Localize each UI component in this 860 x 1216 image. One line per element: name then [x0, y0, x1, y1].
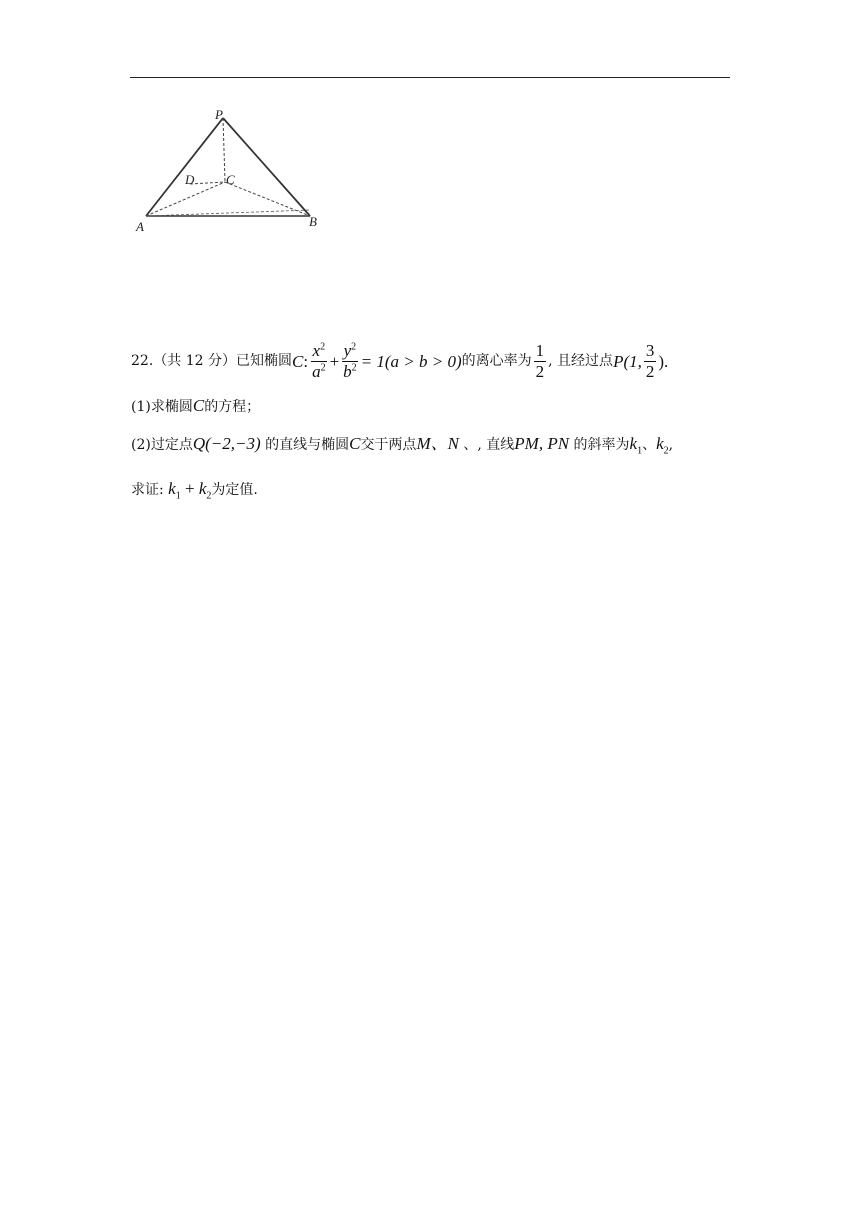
part1-tail: 的方程；: [204, 399, 261, 415]
x-var: x: [312, 341, 321, 360]
edge-bc: [225, 182, 310, 216]
label-d: D: [185, 172, 195, 187]
intro-text: 已知椭圆: [235, 353, 292, 370]
edge-pb: [223, 118, 310, 216]
label-c: C: [226, 172, 235, 187]
equation-rhs: = 1(a > b > 0): [360, 351, 462, 371]
part1-label: (1)求椭圆: [131, 399, 193, 415]
part2-sep: 、: [642, 437, 657, 453]
conclude-prefix: 求证:: [131, 482, 164, 498]
header-rule: [130, 77, 730, 78]
fraction-x2-a2: $\frac{x^2}{a^2}$: [312, 341, 326, 381]
point-prefix: P(1,: [613, 351, 642, 371]
conclude-plus: +: [180, 479, 199, 498]
edge-ac: [146, 182, 225, 216]
part2-label: (2)过定点: [131, 437, 193, 453]
point-fraction: [644, 341, 657, 381]
part-1: [131, 397, 260, 414]
part1-var: C: [192, 396, 205, 415]
point-suffix: ).: [658, 351, 669, 371]
label-p: P: [215, 107, 223, 122]
part2-comma: ,: [668, 437, 674, 453]
problem-22-statement: [131, 341, 668, 381]
part2-k2: $k_2$: [656, 434, 669, 457]
part2-mid4: 的斜率为: [573, 437, 630, 453]
problem-points: （共 12 分）: [153, 353, 236, 370]
part2-mid: 的直线与椭圆: [265, 437, 350, 453]
eccentricity-fraction: [534, 341, 547, 381]
conclude-k1: $k_1$: [168, 479, 181, 502]
fraction-y2-b2: $\frac{y^2}{b^2}$: [343, 341, 357, 381]
problem-number: 22.: [131, 353, 154, 370]
b-var: b: [343, 361, 352, 381]
label-b: B: [309, 214, 317, 229]
ecc-numerator: 1: [535, 341, 545, 360]
pyramid-figure: [128, 104, 338, 236]
conclude-k2: $k_2$: [198, 479, 212, 502]
part2-mn: M、N: [416, 434, 459, 453]
edge-dc: [190, 182, 225, 184]
a-var: a: [312, 361, 321, 381]
plus-sign: +: [329, 351, 340, 371]
part2-lines: PM, PN: [514, 434, 570, 453]
part2-mid2: 交于两点: [360, 437, 417, 453]
label-a: A: [136, 219, 144, 234]
part2-mid3: 、, 直线: [463, 437, 515, 453]
pt-denominator: 2: [645, 361, 655, 381]
pt-numerator: 3: [645, 341, 655, 360]
ecc-denominator: 2: [535, 361, 545, 381]
edge-pc: [223, 118, 225, 182]
edge-pa: [146, 118, 223, 216]
edge-ab-hidden: [146, 210, 310, 216]
part-2: [131, 435, 673, 456]
part2-point: Q(−2,−3): [192, 434, 261, 453]
passes-text: , 且经过点: [548, 353, 614, 370]
ellipse-name: C: [291, 351, 304, 371]
eccentricity-text: 的离心率为: [461, 353, 532, 370]
part2-k1: $k_1$: [629, 434, 643, 457]
y-var: y: [343, 341, 352, 360]
conclude-tail: 为定值.: [211, 482, 258, 498]
conclusion: [131, 480, 258, 501]
part2-var: C: [349, 434, 361, 453]
colon: :: [303, 351, 309, 371]
